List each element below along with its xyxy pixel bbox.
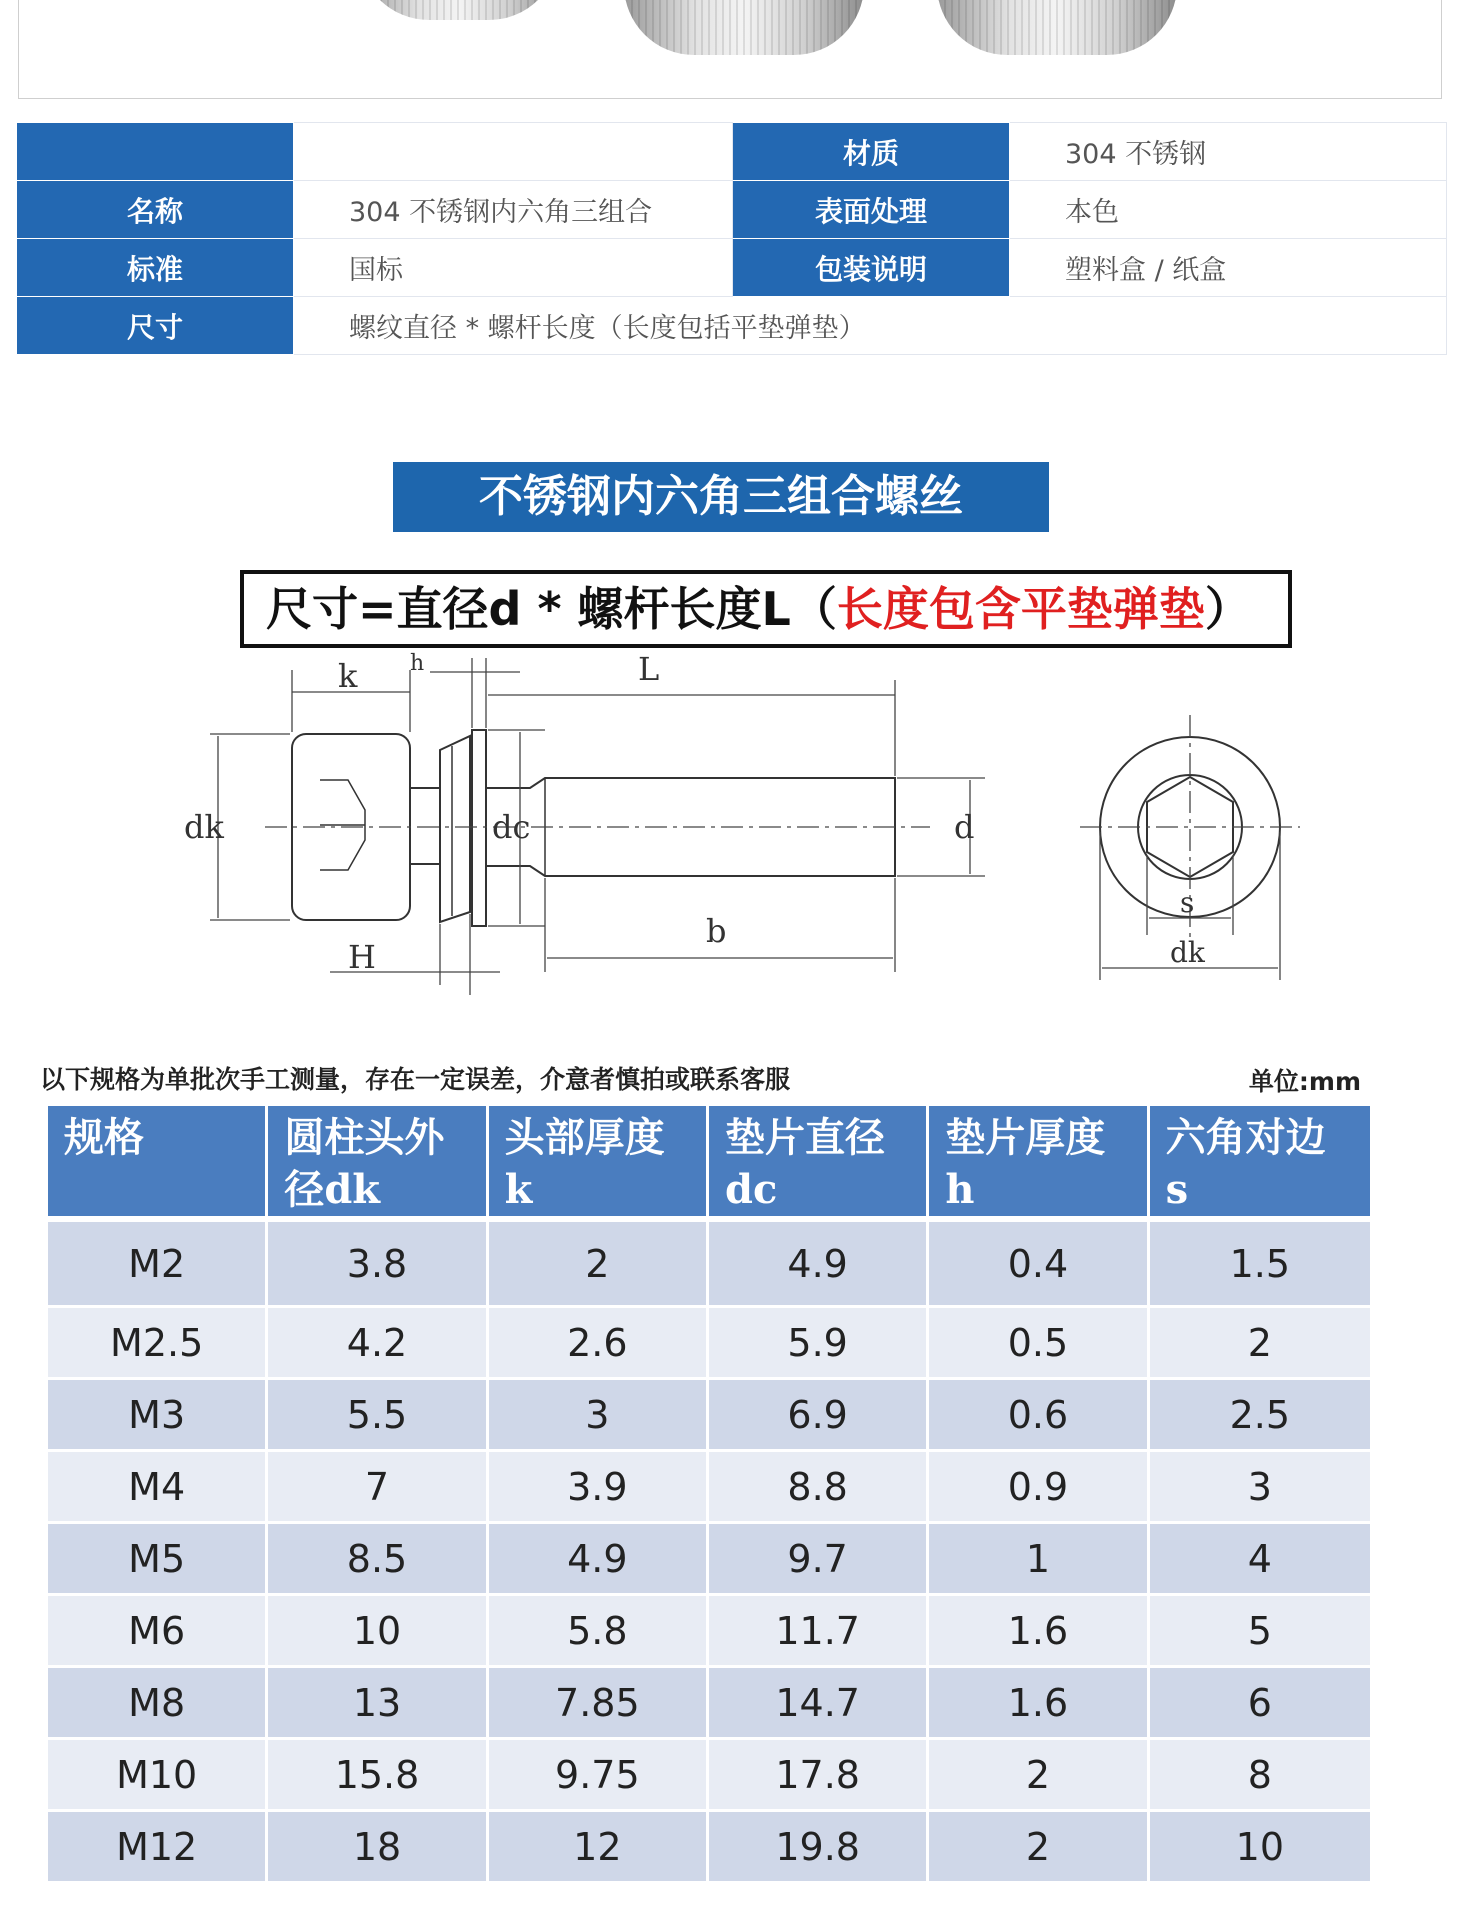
spec-row xyxy=(17,181,1447,239)
column-header xyxy=(48,1106,268,1222)
standard-value: 国标 xyxy=(294,239,733,297)
column-header-line: k xyxy=(504,1166,533,1213)
value-cell: 15.8 xyxy=(268,1740,488,1812)
value-cell: 7.85 xyxy=(489,1668,709,1740)
value-cell: 0.6 xyxy=(929,1380,1149,1452)
column-header-line: 垫片厚度 xyxy=(945,1114,1106,1161)
table-row xyxy=(48,1452,1370,1524)
screw-head-image xyxy=(359,0,559,20)
spec-row xyxy=(17,239,1447,297)
table-row xyxy=(48,1380,1370,1452)
value-cell: 8.8 xyxy=(709,1452,929,1524)
value-cell: 14.7 xyxy=(709,1668,929,1740)
value-cell: 2.5 xyxy=(1150,1380,1370,1452)
section-banner: 不锈钢内六角三组合螺丝 xyxy=(393,462,1049,532)
table-row xyxy=(48,1812,1370,1884)
spec-row xyxy=(17,297,1447,355)
value-cell: 3 xyxy=(489,1380,709,1452)
name-label: 名称 xyxy=(17,181,294,239)
size-value: 螺纹直径 * 螺杆长度（长度包括平垫弹垫） xyxy=(294,297,1447,355)
size-cell: M6 xyxy=(48,1596,268,1668)
value-cell: 1.5 xyxy=(1150,1222,1370,1308)
column-header-line: dc xyxy=(724,1166,778,1213)
column-header xyxy=(929,1106,1149,1222)
table-row xyxy=(48,1596,1370,1668)
spec-row xyxy=(17,123,1447,181)
value-cell: 4.2 xyxy=(268,1308,488,1380)
unit-label: 单位:mm xyxy=(1248,1067,1361,1096)
size-cell: M12 xyxy=(48,1812,268,1884)
screw-head-image xyxy=(937,0,1177,55)
spec-header-empty xyxy=(17,123,294,181)
value-cell: 4.9 xyxy=(709,1222,929,1308)
value-cell: 10 xyxy=(1150,1812,1370,1884)
value-cell: 6.9 xyxy=(709,1380,929,1452)
value-cell: 1.6 xyxy=(929,1668,1149,1740)
name-value: 304 不锈钢内六角三组合 xyxy=(294,181,733,239)
value-cell: 13 xyxy=(268,1668,488,1740)
label-L: L xyxy=(638,650,660,688)
size-cell: M3 xyxy=(48,1380,268,1452)
value-cell: 8 xyxy=(1150,1740,1370,1812)
value-cell: 1 xyxy=(929,1524,1149,1596)
value-cell: 17.8 xyxy=(709,1740,929,1812)
value-cell: 2.6 xyxy=(489,1308,709,1380)
column-header-line: 垫片直径 xyxy=(724,1114,885,1161)
formula-close: ） xyxy=(1204,582,1251,636)
size-cell: M2 xyxy=(48,1222,268,1308)
screw-head-image xyxy=(624,0,864,55)
value-cell: 5.5 xyxy=(268,1380,488,1452)
table-row xyxy=(48,1524,1370,1596)
value-cell: 2 xyxy=(489,1222,709,1308)
spec-value-empty xyxy=(294,123,733,181)
value-cell: 5.9 xyxy=(709,1308,929,1380)
value-cell: 0.5 xyxy=(929,1308,1149,1380)
standard-label: 标准 xyxy=(17,239,294,297)
size-cell: M4 xyxy=(48,1452,268,1524)
value-cell: 10 xyxy=(268,1596,488,1668)
label-dk: dk xyxy=(184,808,224,846)
size-cell: M2.5 xyxy=(48,1308,268,1380)
label-H: H xyxy=(348,938,376,976)
column-header xyxy=(709,1106,929,1222)
product-spec-table xyxy=(16,122,1447,355)
value-cell: 1.6 xyxy=(929,1596,1149,1668)
value-cell: 11.7 xyxy=(709,1596,929,1668)
formula-text: 尺寸=直径d * 螺杆长度L（ xyxy=(266,582,837,636)
column-header-line: 规格 xyxy=(64,1114,144,1161)
value-cell: 5 xyxy=(1150,1596,1370,1668)
value-cell: 19.8 xyxy=(709,1812,929,1884)
label-h: h xyxy=(410,651,425,676)
column-header xyxy=(268,1106,488,1222)
label-dc: dc xyxy=(492,808,531,846)
value-cell: 3.8 xyxy=(268,1222,488,1308)
material-label: 材质 xyxy=(733,123,1010,181)
column-header-line: 径dk xyxy=(284,1166,381,1213)
column-header-line: h xyxy=(945,1166,975,1213)
column-header-line: 头部厚度 xyxy=(504,1114,665,1161)
measurement-note: 以下规格为单批次手工测量，存在一定误差，介意者慎拍或联系客服 xyxy=(40,1065,791,1094)
value-cell: 4 xyxy=(1150,1524,1370,1596)
value-cell: 2 xyxy=(929,1740,1149,1812)
value-cell: 9.7 xyxy=(709,1524,929,1596)
size-cell: M5 xyxy=(48,1524,268,1596)
label-b: b xyxy=(706,912,727,950)
size-formula xyxy=(240,570,1292,648)
value-cell: 5.8 xyxy=(489,1596,709,1668)
column-header-line: 六角对边 xyxy=(1165,1114,1326,1161)
column-header-line: s xyxy=(1165,1166,1189,1213)
value-cell: 6 xyxy=(1150,1668,1370,1740)
column-header xyxy=(1150,1106,1370,1222)
value-cell: 2 xyxy=(929,1812,1149,1884)
packing-value: 塑料盒 / 纸盒 xyxy=(1010,239,1447,297)
screw-technical-drawing xyxy=(170,650,1320,1010)
label-s: s xyxy=(1180,886,1195,919)
label-dk-end: dk xyxy=(1170,936,1205,969)
value-cell: 2 xyxy=(1150,1308,1370,1380)
material-value: 304 不锈钢 xyxy=(1010,123,1447,181)
packing-label: 包装说明 xyxy=(733,239,1010,297)
table-row xyxy=(48,1222,1370,1308)
size-label: 尺寸 xyxy=(17,297,294,355)
size-cell: M10 xyxy=(48,1740,268,1812)
product-photo xyxy=(18,0,1442,99)
value-cell: 8.5 xyxy=(268,1524,488,1596)
value-cell: 0.9 xyxy=(929,1452,1149,1524)
value-cell: 3 xyxy=(1150,1452,1370,1524)
label-k: k xyxy=(338,657,358,695)
value-cell: 9.75 xyxy=(489,1740,709,1812)
table-row xyxy=(48,1308,1370,1380)
table-header-row xyxy=(48,1106,1370,1222)
table-row xyxy=(48,1668,1370,1740)
surface-value: 本色 xyxy=(1010,181,1447,239)
value-cell: 7 xyxy=(268,1452,488,1524)
surface-label: 表面处理 xyxy=(733,181,1010,239)
value-cell: 3.9 xyxy=(489,1452,709,1524)
column-header-line: 圆柱头外 xyxy=(284,1114,445,1161)
size-cell: M8 xyxy=(48,1668,268,1740)
value-cell: 18 xyxy=(268,1812,488,1884)
table-row xyxy=(48,1740,1370,1812)
formula-highlight: 长度包含平垫弹垫 xyxy=(836,582,1205,636)
value-cell: 12 xyxy=(489,1812,709,1884)
column-header xyxy=(489,1106,709,1222)
value-cell: 4.9 xyxy=(489,1524,709,1596)
label-d: d xyxy=(954,808,975,846)
value-cell: 0.4 xyxy=(929,1222,1149,1308)
dimension-table xyxy=(48,1106,1370,1884)
